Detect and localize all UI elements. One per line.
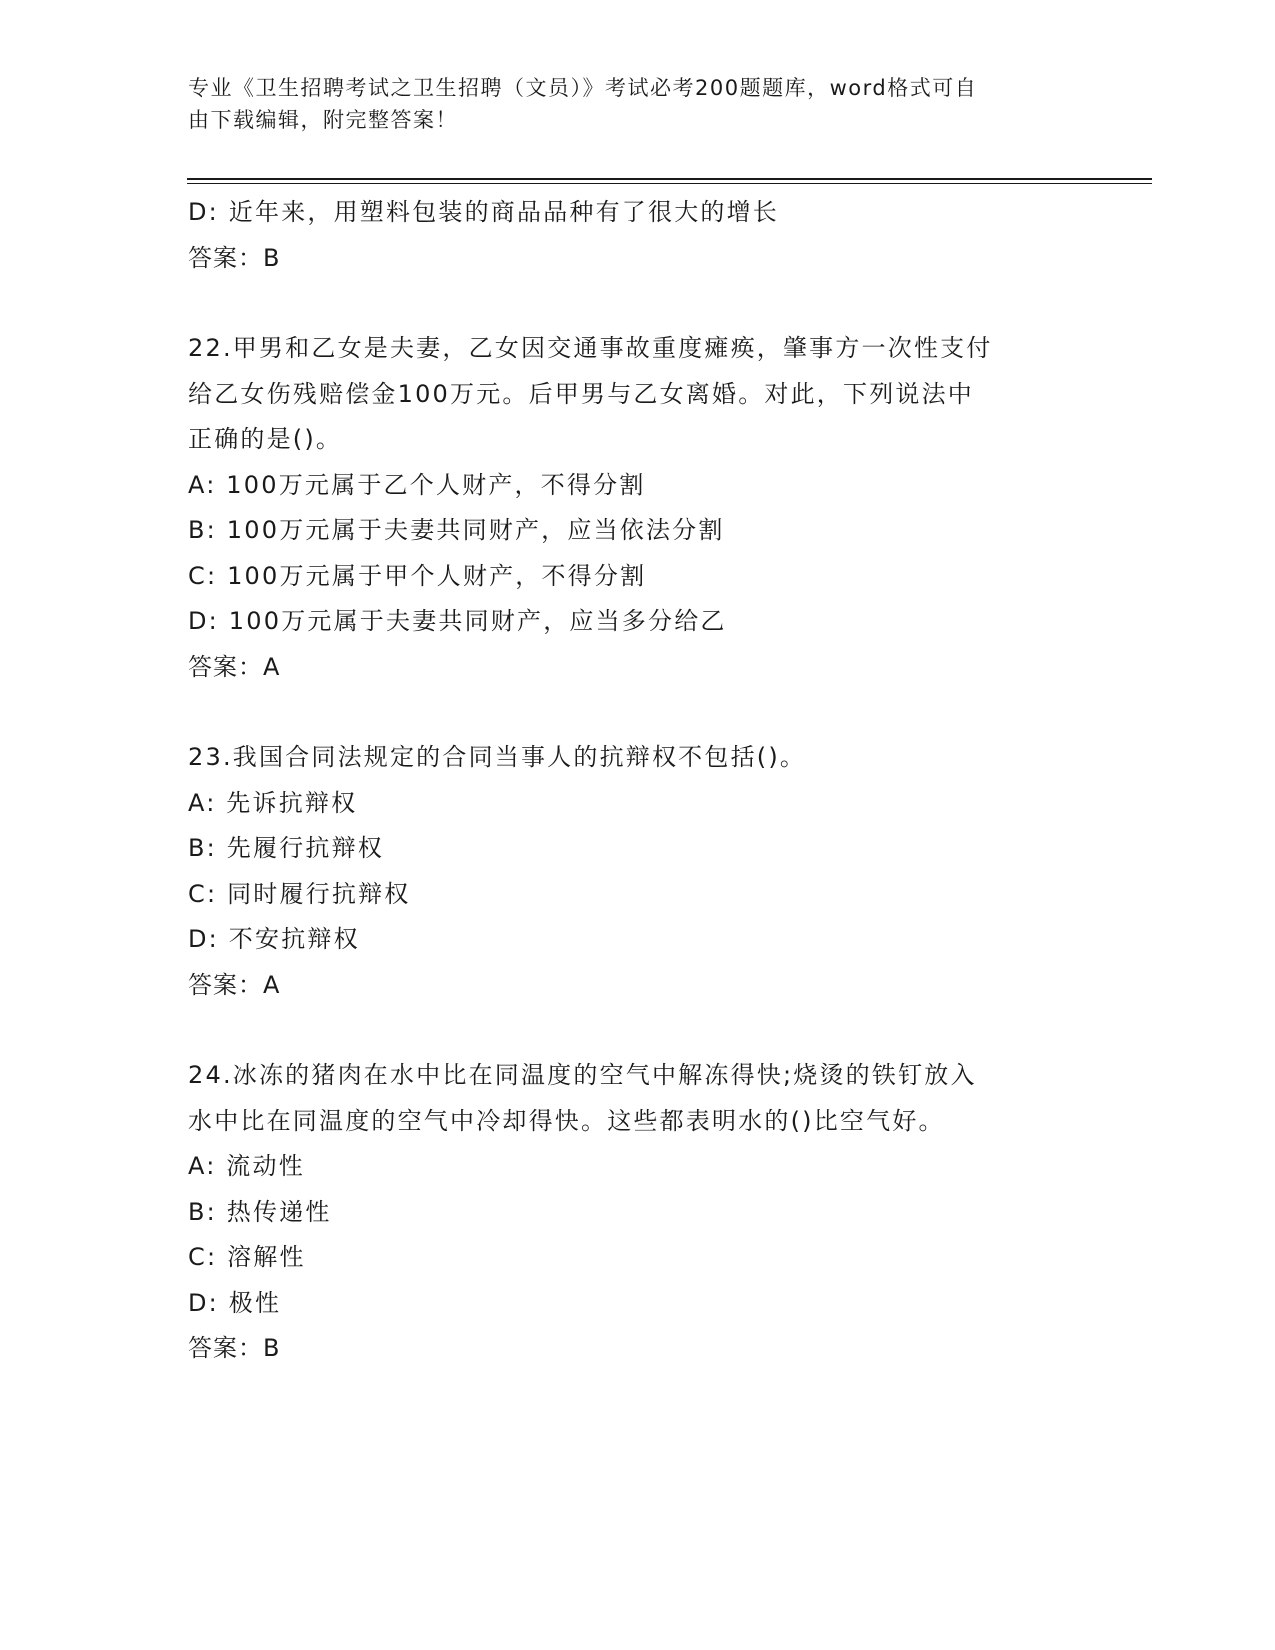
- header-rule-thick: [187, 178, 1152, 180]
- question-stem-line: 水中比在同温度的空气中冷却得快。这些都表明水的()比空气好。: [188, 1106, 945, 1135]
- question-stem-line: 22.甲男和乙女是夫妻，乙女因交通事故重度瘫痪，肇事方一次性支付: [188, 334, 993, 362]
- question-stem-line: 给乙女伤残赔偿金100万元。后甲男与乙女离婚。对此，下列说法中: [188, 379, 975, 408]
- option-a: A: 流动性: [188, 1152, 305, 1180]
- option-a: A: 先诉抗辩权: [188, 788, 358, 817]
- question-23: [188, 735, 1088, 1008]
- option-b: B: 热传递性: [188, 1197, 332, 1226]
- question-stem-line: 正确的是()。: [188, 425, 343, 453]
- question-gap: [188, 690, 1088, 735]
- answer-line: 答案：B: [188, 243, 281, 272]
- question-22: [188, 326, 1088, 690]
- question-gap: [188, 281, 1088, 326]
- option-d: D: 不安抗辩权: [188, 925, 360, 953]
- option-c: C: 溶解性: [188, 1243, 306, 1271]
- question-gap: [188, 1008, 1088, 1053]
- option-b: B: 100万元属于夫妻共同财产，应当依法分割: [188, 516, 725, 544]
- answer-line: 答案：A: [188, 970, 281, 999]
- header-line-1: 专业《卫生招聘考试之卫生招聘（文员）》考试必考200题题库，word格式可自: [188, 76, 978, 100]
- option-d: D: 极性: [188, 1288, 282, 1317]
- question-stem-line: 23.我国合同法规定的合同当事人的抗辩权不包括()。: [188, 743, 807, 771]
- option-b: B: 先履行抗辩权: [188, 834, 384, 862]
- question-stem-line: 24.冰冻的猪肉在水中比在同温度的空气中解冻得快;烧烫的铁钉放入: [188, 1061, 977, 1089]
- answer-line: 答案：B: [188, 1334, 281, 1362]
- option-c: C: 100万元属于甲个人财产，不得分割: [188, 561, 647, 590]
- answer-line: 答案：A: [188, 652, 281, 681]
- question-content: [188, 190, 1088, 1372]
- option-a: A: 100万元属于乙个人财产，不得分割: [188, 470, 646, 499]
- question-24: [188, 1053, 1088, 1372]
- document-header: [188, 72, 1068, 136]
- header-line-2: 由下载编辑，附完整答案！: [188, 108, 458, 132]
- question-21: [188, 190, 1088, 281]
- option-d: D: 近年来，用塑料包装的商品品种有了很大的增长: [188, 198, 779, 226]
- header-rule-thin: [187, 183, 1152, 184]
- option-c: C: 同时履行抗辩权: [188, 879, 411, 908]
- option-d: D: 100万元属于夫妻共同财产，应当多分给乙: [188, 607, 727, 635]
